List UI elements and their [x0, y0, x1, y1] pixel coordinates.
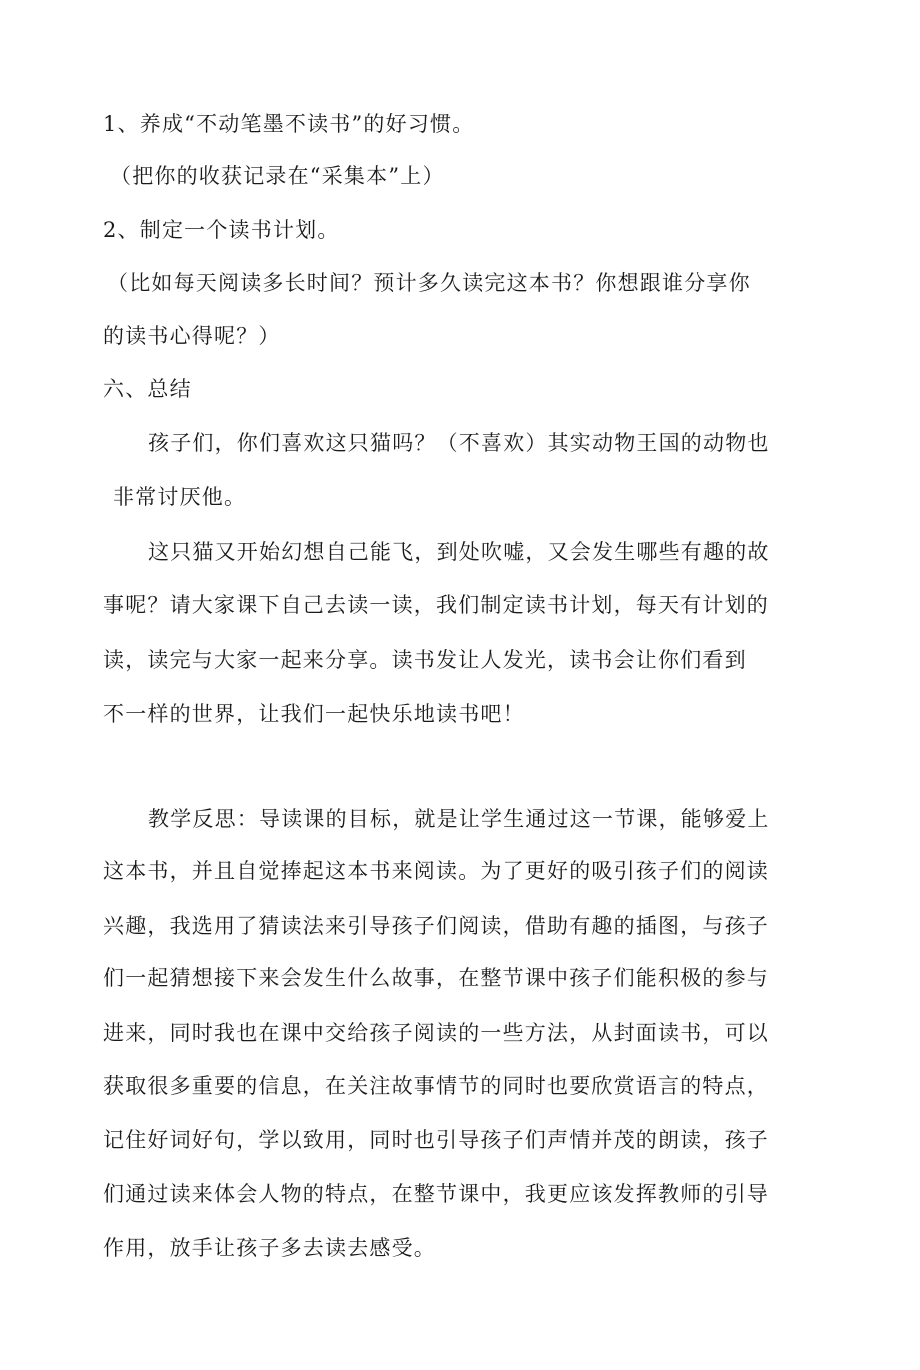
reading-plan-note-line: 的读书心得呢？） [103, 324, 281, 348]
summary-paragraph-line: 读，读完与大家一起来分享。读书发让人发光，读书会让你们看到 [103, 648, 747, 672]
summary-paragraph-line: 非常讨厌他。 [113, 485, 247, 509]
summary-paragraph-line: 事呢？请大家课下自己去读一读，我们制定读书计划，每天有计划的 [103, 593, 769, 617]
reflection-paragraph-line: 进来，同时我也在课中交给孩子阅读的一些方法，从封面读书，可以 [103, 1021, 769, 1045]
list-item-habit-note: （把你的收获记录在“采集本”上） [110, 164, 445, 188]
summary-paragraph-line: 这只猫又开始幻想自己能飞，到处吹嘘，又会发生哪些有趣的故 [148, 540, 770, 564]
reflection-paragraph-line: 们通过读来体会人物的特点，在整节课中，我更应该发挥教师的引导 [103, 1182, 769, 1206]
list-item-reading-plan: 2、制定一个读书计划。 [103, 218, 340, 242]
section-heading-summary: 六、总结 [103, 377, 192, 401]
reflection-paragraph-line: 教学反思：导读课的目标，就是让学生通过这一节课，能够爱上 [148, 807, 770, 831]
reflection-paragraph-line: 获取很多重要的信息，在关注故事情节的同时也要欣赏语言的特点， [103, 1074, 769, 1098]
summary-paragraph-line: 孩子们，你们喜欢这只猫吗？（不喜欢）其实动物王国的动物也 [148, 431, 770, 455]
reflection-paragraph-line: 记住好词好句，学以致用，同时也引导孩子们声情并茂的朗读，孩子 [103, 1128, 769, 1152]
reading-plan-note-line: （比如每天阅读多长时间？预计多久读完这本书？你想跟谁分享你 [107, 271, 751, 295]
list-item-habit: 1、养成“不动笔墨不读书”的好习惯。 [103, 112, 475, 136]
reflection-paragraph-line: 兴趣，我选用了猜读法来引导孩子们阅读，借助有趣的插图，与孩子 [103, 914, 769, 938]
reflection-paragraph-line: 作用，放手让孩子多去读去感受。 [103, 1236, 436, 1260]
reflection-paragraph-line: 这本书，并且自觉捧起这本书来阅读。为了更好的吸引孩子们的阅读 [103, 859, 769, 883]
summary-paragraph-line: 不一样的世界，让我们一起快乐地读书吧！ [103, 702, 525, 726]
reflection-paragraph-line: 们一起猜想接下来会发生什么故事，在整节课中孩子们能积极的参与 [103, 966, 769, 990]
